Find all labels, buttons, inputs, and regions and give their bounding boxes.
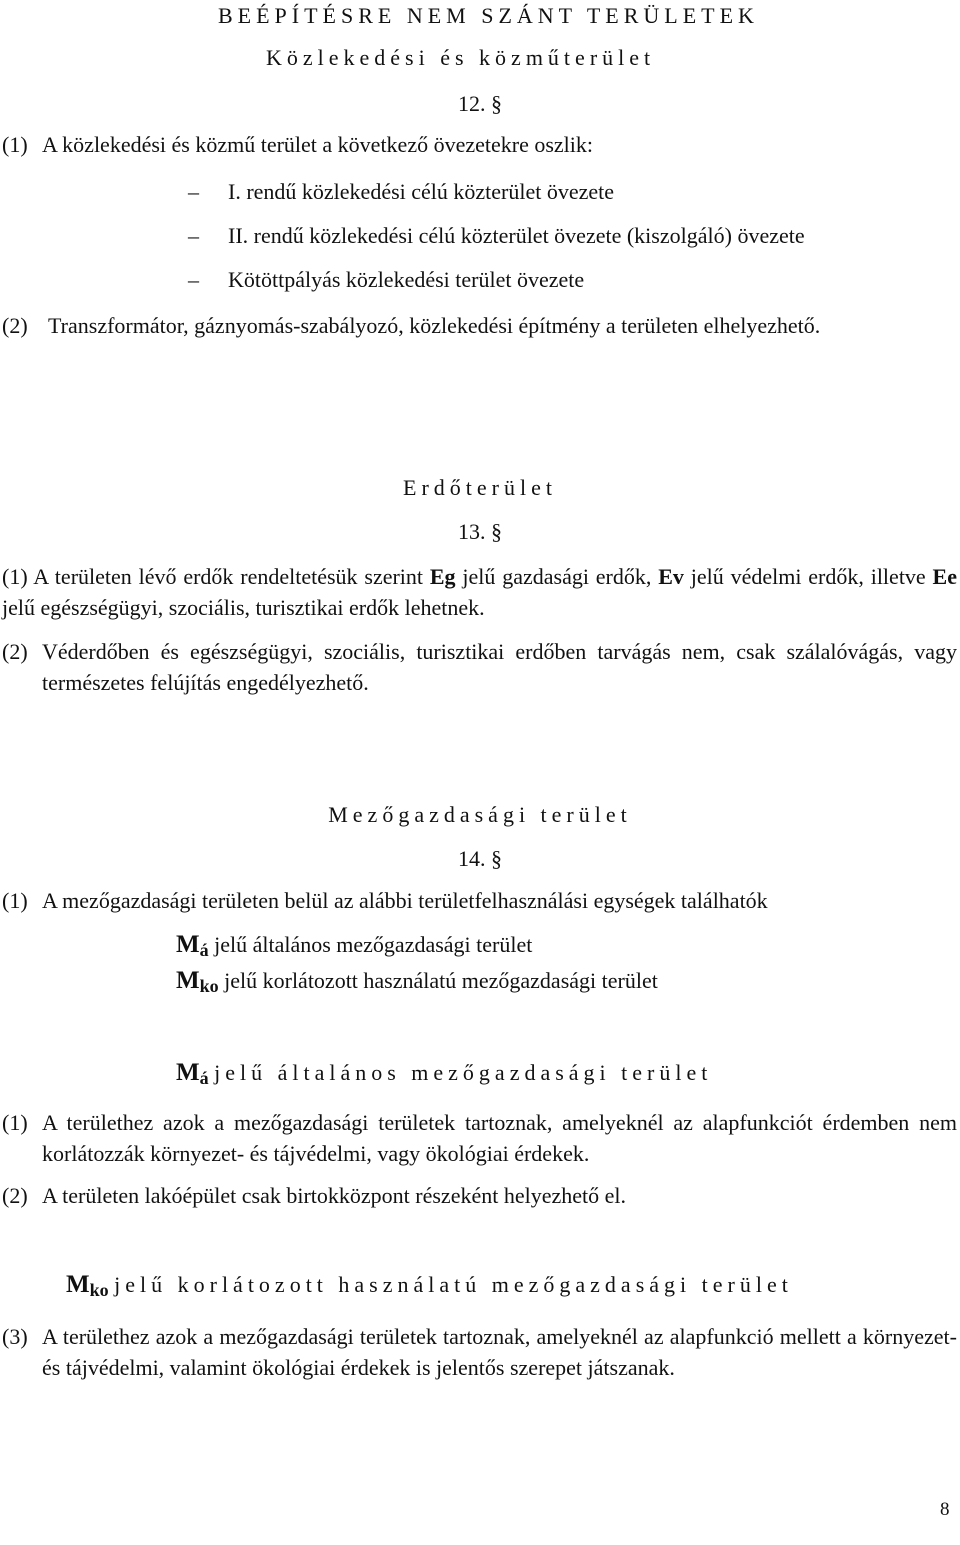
agri-item-1 bbox=[2, 887, 957, 915]
paragraph-heading-12: 12. § bbox=[458, 91, 502, 116]
zone-heading-ma bbox=[176, 1059, 712, 1092]
item-number: (1) bbox=[2, 1110, 28, 1135]
list-item-text: II. rendű közlekedési célú közterület övezete (kiszolgáló) övezete bbox=[228, 223, 805, 248]
zone-code-m: M bbox=[66, 1271, 90, 1298]
paragraph-heading-13: 13. § bbox=[458, 519, 502, 544]
unit-line-ma bbox=[176, 931, 532, 964]
item-number: (1) bbox=[2, 564, 28, 589]
item-number: (1) bbox=[2, 132, 28, 157]
s12-item-1 bbox=[2, 131, 957, 159]
zone-code-m: M bbox=[176, 1059, 200, 1086]
zone-code-m: M bbox=[176, 967, 200, 994]
item-text: A közlekedési és közmű terület a következő övezetekre oszlik: bbox=[42, 132, 594, 157]
zone-code-ee: Ee bbox=[932, 564, 957, 589]
item-text: A területhez azok a mezőgazdasági területek tartoznak, amelyeknél az alapfunkció mellett a környezet- és tájvédelmi, valamint ökológiai érdekek is jelentős szerepet játszanak. bbox=[42, 1324, 957, 1380]
zone-title: jelű általános mezőgazdasági terület bbox=[214, 1060, 713, 1085]
dash-bullet: – bbox=[188, 179, 199, 204]
item-number: (2) bbox=[2, 639, 28, 664]
zone-code-ev: Ev bbox=[658, 564, 684, 589]
page-number: 8 bbox=[940, 1499, 950, 1520]
item-text: (1) A területen lévő erdők rendeltetésük szerint Eg jelű gazdasági erdők, Ev jelű védelmi erdők, illetve Ee jelű egészségügyi, szociális, turisztikai erdők lehetnek. bbox=[2, 564, 957, 620]
section-subtitle: Közlekedési és közműterület bbox=[266, 45, 656, 70]
dash-bullet: – bbox=[188, 223, 199, 248]
zone-code-sub: á bbox=[199, 940, 209, 960]
item-number: (2) bbox=[2, 1183, 28, 1208]
forest-item-2 bbox=[2, 636, 957, 698]
zone-heading-mko bbox=[66, 1271, 793, 1304]
section-title: BEÉPÍTÉSRE NEM SZÁNT TERÜLETEK bbox=[218, 3, 759, 28]
item-number: (3) bbox=[2, 1324, 28, 1349]
mko-item-3 bbox=[2, 1321, 957, 1383]
item-number: (1) bbox=[2, 888, 28, 913]
list-item-text: I. rendű közlekedési célú közterület övezete bbox=[228, 179, 615, 204]
dash-bullet: – bbox=[188, 267, 199, 292]
item-text: A területhez azok a mezőgazdasági területek tartoznak, amelyeknél az alapfunkciót érdemben nem korlátozzák környezet- és tájvédelmi, vagy ökológiai érdekek. bbox=[42, 1110, 957, 1166]
zone-code-sub: á bbox=[199, 1068, 209, 1088]
zone-code-sub: ko bbox=[89, 1280, 109, 1300]
unit-text: jelű korlátozott használatú mezőgazdasági terület bbox=[224, 968, 658, 993]
forest-item-1 bbox=[2, 561, 957, 623]
item-number: (2) bbox=[2, 313, 28, 338]
zone-code-sub: ko bbox=[199, 976, 219, 996]
zone-code-m: M bbox=[176, 931, 200, 958]
item-text: A mezőgazdasági területen belül az alábbi területfelhasználási egységek találhatók bbox=[42, 888, 768, 913]
ma-item-2 bbox=[2, 1182, 957, 1210]
zone-code-eg: Eg bbox=[429, 564, 456, 589]
paragraph-heading-14: 14. § bbox=[458, 846, 502, 871]
unit-text: jelű általános mezőgazdasági terület bbox=[214, 932, 533, 957]
ma-item-1 bbox=[2, 1107, 957, 1169]
list-item-text: Kötöttpályás közlekedési terület övezete bbox=[228, 267, 585, 292]
item-text: Transzformátor, gáznyomás-szabályozó, közlekedési építmény a területen elhelyezhető. bbox=[48, 313, 821, 338]
unit-line-mko bbox=[176, 967, 658, 1000]
section-heading-forest: Erdőterület bbox=[403, 475, 557, 500]
section-heading-agri: Mezőgazdasági terület bbox=[328, 802, 632, 827]
item-text: A területen lakóépület csak birtokközpont részeként helyezhető el. bbox=[42, 1183, 626, 1208]
s12-item-2 bbox=[2, 310, 957, 342]
zone-title: jelű korlátozott használatú mezőgazdasági terület bbox=[114, 1272, 793, 1297]
item-text: Véderdőben és egészségügyi, szociális, turisztikai erdőben tarvágás nem, csak szálalóvágás, vagy természetes felújítás engedélyezhető. bbox=[42, 639, 957, 695]
